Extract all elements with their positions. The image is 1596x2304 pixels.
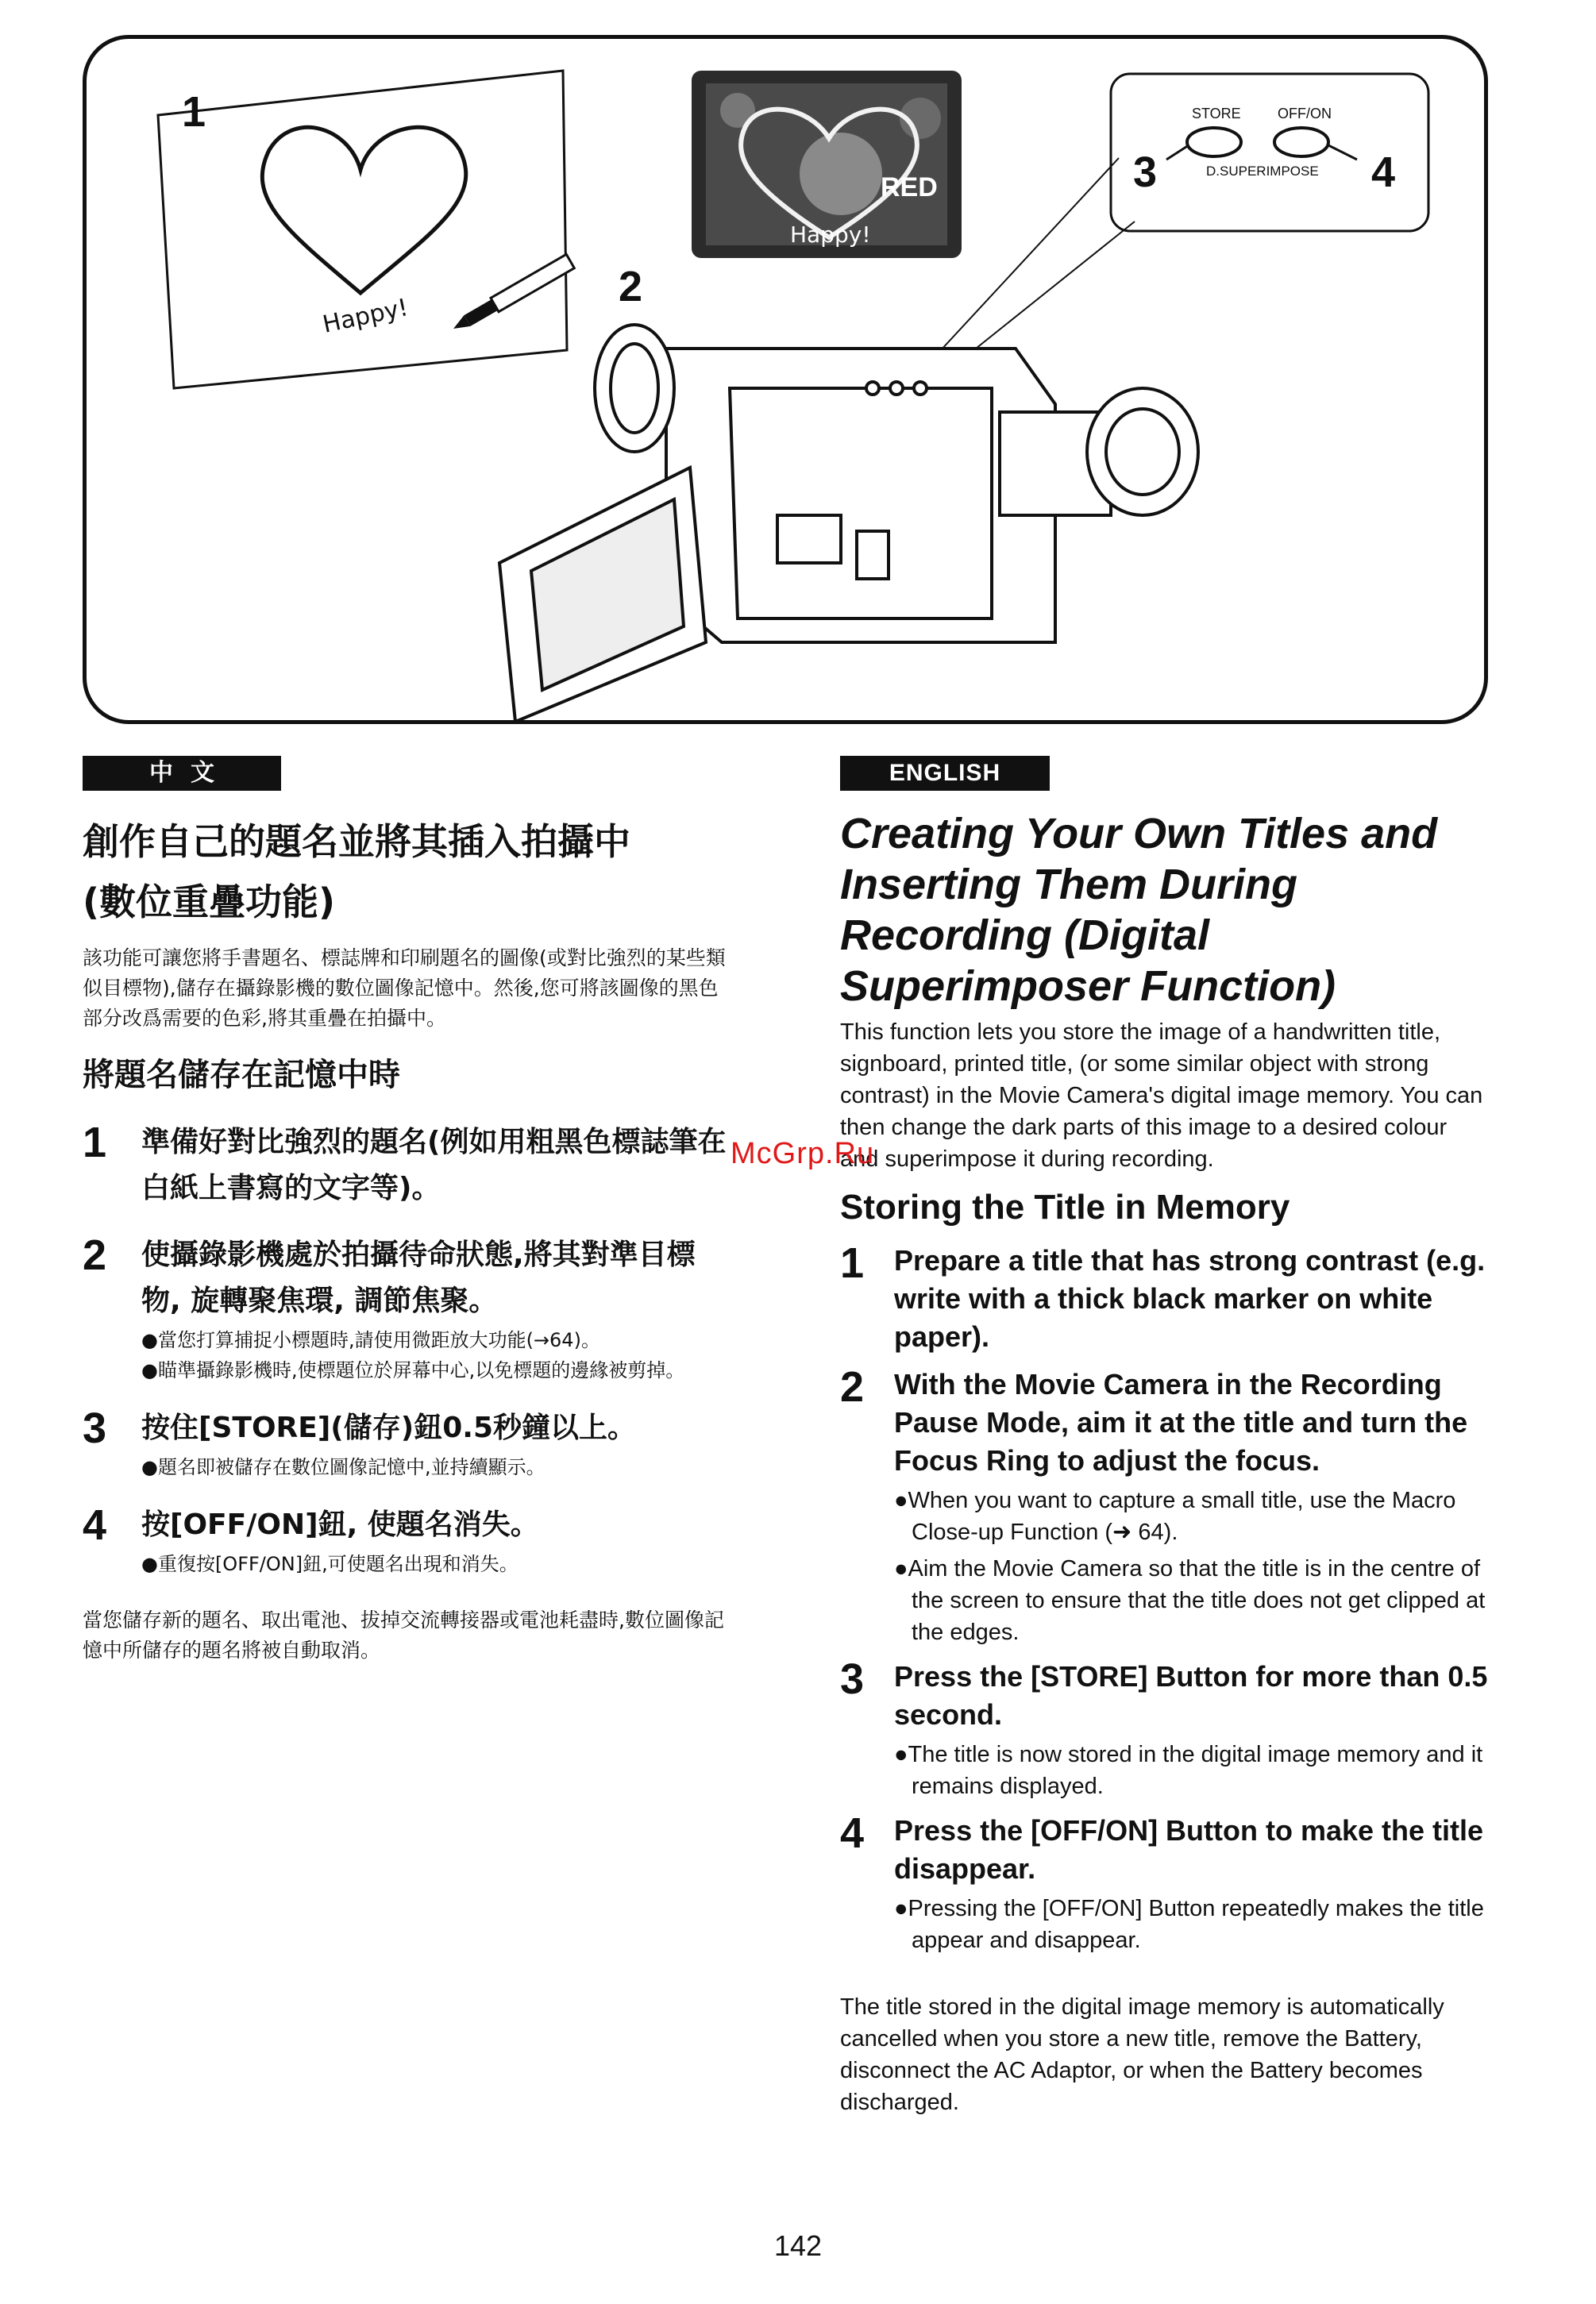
illustration-frame bbox=[83, 35, 1488, 724]
step-text: 使攝錄影機處於拍攝待命狀態,將其對準目標物, 旋轉聚焦環, 調節焦聚。 bbox=[141, 1239, 696, 1317]
chinese-step-3 bbox=[83, 1405, 734, 1481]
step-bullet: ●Pressing the [OFF/ON] Button repeatedly makes the title appear and disappear. bbox=[894, 1896, 1484, 1953]
superimpose-label: D.SUPERIMPOSE bbox=[1206, 164, 1319, 179]
english-step-4 bbox=[840, 1809, 1491, 1956]
watermark[interactable]: McGrp.Ru bbox=[731, 1137, 875, 1170]
step-bullet: ●當您打算捕捉小標題時,請使用微距放大功能(→64)。 bbox=[141, 1329, 600, 1351]
english-note: The title stored in the digital image memory is automatically cancelled when you store a new title, remove the Battery, disconnect the AC Adaptor, or when the Battery becomes discharged. bbox=[840, 1994, 1444, 2115]
screen-badge: RED bbox=[881, 172, 938, 202]
step-text: 按[OFF/ON]鈕, 使題名消失。 bbox=[141, 1508, 539, 1541]
english-section-heading: Storing the Title in Memory bbox=[840, 1188, 1290, 1227]
step-text: 準備好對比強烈的題名(例如用粗黑色標誌筆在白紙上書寫的文字等)。 bbox=[141, 1126, 727, 1204]
chinese-note: 當您儲存新的題名、取出電池、拔掉交流轉接器或電池耗盡時,數位圖像記憶中所儲存的題名將被自動取消。 bbox=[83, 1609, 724, 1662]
marker-text: Happy! bbox=[320, 293, 411, 339]
english-step-2 bbox=[840, 1363, 1491, 1648]
chinese-title-line-1: 創作自己的題名並將其插入拍攝中 bbox=[83, 820, 630, 863]
step-bullet: ●Aim the Movie Camera so that the title is in the centre of the screen to ensure that the title does not get clipped at the edges. bbox=[894, 1556, 1486, 1645]
callout-2: 2 bbox=[619, 263, 643, 310]
english-column bbox=[840, 756, 1491, 2141]
chinese-section-heading: 將題名儲存在記憶中時 bbox=[83, 1057, 400, 1093]
english-language-tag: ENGLISH bbox=[840, 756, 1050, 791]
chinese-language-tag: 中文 bbox=[83, 756, 281, 791]
chinese-intro: 該功能可讓您將手書題名、標誌牌和印刷題名的圖像(或對比強烈的某些類似目標物),儲存在攝錄影機的數位圖像記憶中。然後,您可將該圖像的黑色部分改爲需要的色彩,將其重疊在拍攝中。 bbox=[83, 946, 726, 1030]
english-step-3 bbox=[840, 1655, 1491, 1802]
step-number: 3 bbox=[840, 1655, 865, 1703]
camera-illustration bbox=[87, 39, 1488, 724]
step-text: Press the [STORE] Button for more than 0.5 second. bbox=[894, 1660, 1488, 1731]
chinese-step-1 bbox=[83, 1119, 734, 1212]
step-number: 1 bbox=[840, 1239, 865, 1287]
lcd-preview-image bbox=[692, 71, 962, 258]
step-text: Prepare a title that has strong contrast (e.g. write with a thick black marker on white paper). bbox=[894, 1244, 1486, 1353]
offon-label: OFF/ON bbox=[1278, 106, 1332, 121]
chinese-title bbox=[83, 811, 734, 932]
callout-1: 1 bbox=[182, 88, 206, 136]
step-text: Press the [OFF/ON] Button to make the title disappear. bbox=[894, 1814, 1484, 1885]
page-number: 142 bbox=[773, 2229, 823, 2262]
chinese-title-line-2: (數位重疊功能) bbox=[83, 880, 336, 923]
english-step-1 bbox=[840, 1239, 1491, 1356]
callout-3: 3 bbox=[1133, 148, 1158, 196]
step-number: 4 bbox=[840, 1809, 865, 1857]
step-number: 2 bbox=[840, 1363, 865, 1411]
camcorder-drawing bbox=[499, 325, 1198, 722]
step-bullet: ●When you want to capture a small title, use the Macro Close-up Function (➜ 64). bbox=[894, 1488, 1456, 1545]
step-bullet: ●The title is now stored in the digital image memory and it remains displayed. bbox=[894, 1742, 1483, 1799]
step-number: 4 bbox=[83, 1501, 107, 1549]
step-text: 按住[STORE](儲存)鈕0.5秒鐘以上。 bbox=[141, 1412, 636, 1444]
step-bullet: ●重復按[OFF/ON]鈕,可使題名出現和消失。 bbox=[141, 1553, 519, 1575]
store-label: STORE bbox=[1192, 106, 1241, 121]
english-title: Creating Your Own Titles and Inserting Them During Recording (Digital Superimposer Function) bbox=[840, 810, 1438, 1010]
chinese-step-2 bbox=[83, 1232, 734, 1385]
step-bullet: ●瞄準攝錄影機時,使標題位於屏幕中心,以免標題的邊緣被剪掉。 bbox=[141, 1359, 685, 1381]
step-number: 3 bbox=[83, 1404, 107, 1452]
title-paper-drawing bbox=[158, 71, 574, 388]
button-detail bbox=[920, 74, 1428, 380]
chinese-column bbox=[83, 756, 734, 1686]
callout-4: 4 bbox=[1371, 148, 1396, 196]
step-bullet: ●題名即被儲存在數位圖像記憶中,並持續顯示。 bbox=[141, 1456, 545, 1478]
screen-caption: Happy! bbox=[790, 222, 871, 248]
step-number: 2 bbox=[83, 1231, 107, 1279]
step-number: 1 bbox=[83, 1119, 107, 1166]
step-text: With the Movie Camera in the Recording Pause Mode, aim it at the title and turn the Focus Ring to adjust the focus. bbox=[894, 1368, 1468, 1477]
offon-button-icon bbox=[1274, 128, 1328, 156]
store-button-icon bbox=[1187, 128, 1241, 156]
english-intro: This function lets you store the image of a handwritten title, signboard, printed title, (or some similar object with strong contrast) in the Movie Camera's digital image memory. You can then change the dark parts of this image to a desired colour and superimpose it during recording. bbox=[840, 1019, 1483, 1172]
chinese-step-4 bbox=[83, 1502, 734, 1578]
